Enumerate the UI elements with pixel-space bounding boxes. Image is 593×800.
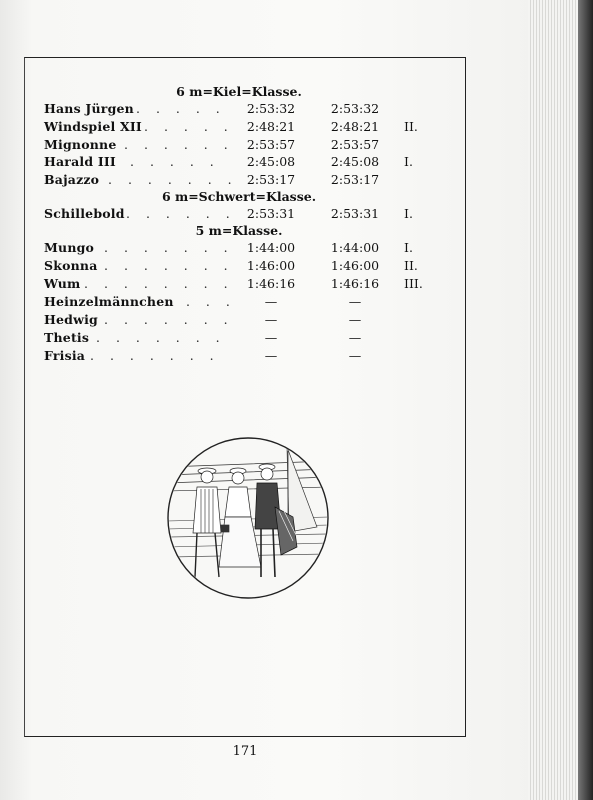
leader-dots: . . . . . . . — [104, 240, 234, 255]
leader-dots: . . . . . — [136, 101, 226, 116]
page-number: 171 — [232, 744, 258, 759]
leader-dots: . . . . . . . . — [84, 276, 234, 291]
section-heading: 6 m=Schwert=Klasse. — [161, 189, 317, 204]
time-1: — — [264, 348, 278, 363]
leader-dots: . . . . . — [130, 154, 220, 169]
placement: II. — [404, 258, 418, 273]
page-edges — [528, 0, 578, 800]
table-row — [44, 137, 464, 154]
time-2: 2:53:57 — [330, 137, 380, 152]
placement: I. — [404, 206, 413, 221]
time-2: 2:45:08 — [330, 154, 380, 169]
boat-name: Skonna — [44, 258, 98, 273]
table-row — [44, 172, 464, 189]
table-row — [44, 276, 464, 293]
time-2: 2:53:31 — [330, 206, 380, 221]
table-row — [44, 101, 464, 118]
table-row — [44, 294, 464, 311]
boat-name: Hedwig — [44, 312, 98, 327]
leader-dots: . . . . . . . — [108, 172, 238, 187]
boat-name: Thetis — [44, 330, 90, 345]
boat-name: Bajazzo — [44, 172, 100, 187]
leader-dots: . . . . . . — [126, 206, 236, 221]
leader-dots: . . . . . . . — [90, 348, 220, 363]
placement: II. — [404, 119, 418, 134]
time-2: 1:44:00 — [330, 240, 380, 255]
boat-name: Wum — [44, 276, 81, 291]
time-2: 1:46:16 — [330, 276, 380, 291]
time-2: 2:53:17 — [330, 172, 380, 187]
boat-name: Harald III — [44, 154, 116, 169]
boat-name: Windspiel XII — [44, 119, 142, 134]
time-2: — — [348, 294, 362, 309]
time-1: 1:44:00 — [246, 240, 296, 255]
leader-dots: . . . . . . . — [104, 312, 234, 327]
boat-name: Heinzelmännchen — [44, 294, 174, 309]
time-2: 2:48:21 — [330, 119, 380, 134]
placement: I. — [404, 240, 413, 255]
boat-name: Schillebold — [44, 206, 125, 221]
leader-dots: . . . . . . — [124, 137, 234, 152]
placement: III. — [404, 276, 423, 291]
time-2: 1:46:00 — [330, 258, 380, 273]
time-1: 2:53:31 — [246, 206, 296, 221]
time-1: 1:46:00 — [246, 258, 296, 273]
table-row — [44, 348, 464, 365]
vignette-illustration — [167, 437, 329, 599]
table-row — [44, 258, 464, 275]
time-2: — — [348, 330, 362, 345]
boat-name: Mignonne — [44, 137, 117, 152]
table-row — [44, 330, 464, 347]
book-edge-shadow — [578, 0, 593, 800]
time-1: — — [264, 330, 278, 345]
boat-name: Mungo — [44, 240, 95, 255]
time-1: 1:46:16 — [246, 276, 296, 291]
leader-dots: . . . . — [166, 294, 236, 309]
time-1: 2:53:17 — [246, 172, 296, 187]
section-heading: 5 m=Klasse. — [195, 223, 283, 238]
section-heading: 6 m=Kiel=Klasse. — [176, 84, 302, 99]
time-1: 2:45:08 — [246, 154, 296, 169]
time-2: — — [348, 312, 362, 327]
time-1: 2:53:57 — [246, 137, 296, 152]
boat-name: Frisia — [44, 348, 86, 363]
leader-dots: . . . . . . . — [104, 258, 234, 273]
time-1: 2:53:32 — [246, 101, 296, 116]
placement: I. — [404, 154, 413, 169]
time-1: 2:48:21 — [246, 119, 296, 134]
table-row — [44, 240, 464, 257]
time-1: — — [264, 294, 278, 309]
table-row — [44, 206, 464, 223]
time-2: 2:53:32 — [330, 101, 380, 116]
time-2: — — [348, 348, 362, 363]
leader-dots: . . . . . . . — [96, 330, 226, 345]
table-row — [44, 154, 464, 171]
leader-dots: . . . . . — [144, 119, 234, 134]
time-1: — — [264, 312, 278, 327]
table-row — [44, 312, 464, 329]
boat-name: Hans Jürgen — [44, 101, 134, 116]
table-row — [44, 119, 464, 136]
